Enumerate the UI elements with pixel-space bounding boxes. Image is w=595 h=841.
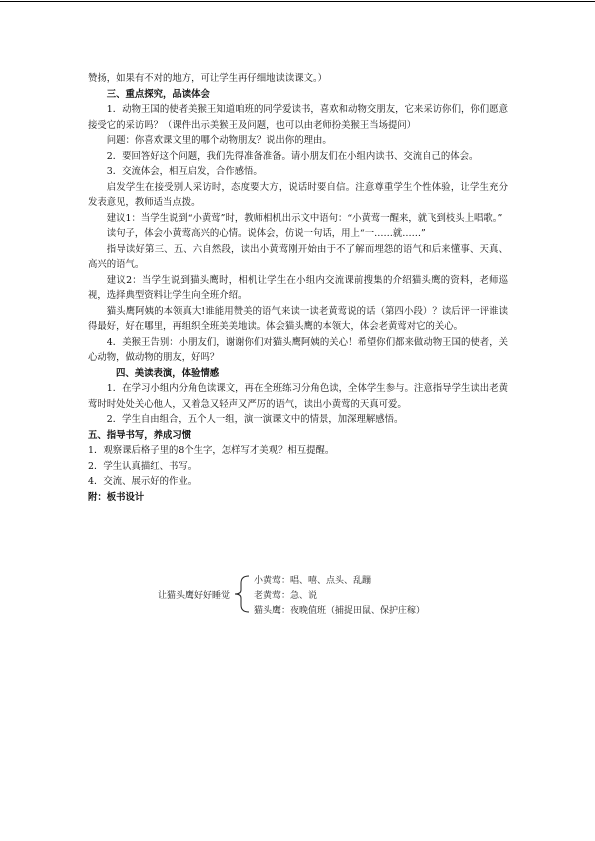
board-item-maotouying: 猫头鹰：夜晚值班（捕捉田鼠、保护庄稼） [254,606,426,616]
paragraph: 2．学生自由组合，五个人一组，演一演课文中的情景，加深理解感悟。 [106,414,404,425]
paragraph: 指导读好第三、五、六自然段，读出小黄莺刚开始由于不了解而埋怨的语气和后来懂事、天真、高兴的语气。 [88,243,508,270]
board-main-title: 让猫头鹰好好睡觉 [158,591,231,601]
paragraph: 4．美猴王告别：小朋友们，谢谢你们对猫头鹰阿姨的关心！希望你们都来做动物王国的使者，关心动物，做动物的朋友，好吗？ [88,336,508,363]
board-item-laohuangying: 老黄莺：急、说 [254,591,318,601]
paragraph-continued: 赞扬，如果有不对的地方，可让学生再仔细地读读课文。） [88,73,328,84]
section-heading-4: 四、美读表演，体验情感 [116,367,220,379]
brace-icon [233,575,251,613]
paragraph: 1．在学习小组内分角色读课文，再在全班练习分角色读，全体学生参与。注意指导学生读出老黄莺时时处处关心他人，又着急又轻声又严厉的语气，读出小黄莺的天真可爱。 [88,383,508,410]
paragraph: 问题：你喜欢课文里的哪个动物朋友？说出你的理由。 [106,135,332,146]
section-heading-5: 五、指导书写，养成习惯 [88,429,192,441]
paragraph: 建议2：当学生说到猫头鹰时，相机让学生在小组内交流课前搜集的介绍猫头鹰的资料，老师巡视，选择典型资料让学生向全班介绍。 [88,274,508,301]
paragraph: 启发学生在接受别人采访时，态度要大方，说话时要自信。注意尊重学生个性体验，让学生充分发表意见，教师适当点拨。 [88,181,508,208]
paragraph: 3．交流体会，相互启发，合作感悟。 [106,166,263,177]
paragraph: 建议1：当学生说到“小黄莺”时，教师相机出示文中语句：“小黄莺一醒来，就飞到枝头上唱歌。” [106,212,503,224]
blackboard-design [158,570,458,620]
page-top-rule [0,1,595,2]
paragraph: 2．要回答好这个问题，我们先得准备准备。请小朋友们在小组内读书、交流自己的体会。 [106,150,479,162]
paragraph: 2．学生认真描红、书写。 [88,460,198,472]
paragraph: 1．动物王国的使者美猴王知道咱班的同学爱读书，喜欢和动物交朋友，它来采访你们，你们愿意接受它的采访吗？（课件出示美猴王及问题，也可以由老师扮美猴王当场提问） [88,104,508,131]
paragraph: 读句子，体会小黄莺高兴的心情。说体会，仿说一句话，用上“一……就……” [106,228,426,239]
paragraph: 1．观察课后格子里的8个生字，怎样写才美观？相互提醒。 [88,445,335,456]
section-heading-3: 三、重点探究，品读体会 [106,88,210,100]
document-body [88,71,508,505]
paragraph: 猫头鹰阿姨的本领真大!谁能用赞美的语气来读一读老黄莺说的话（第四小段）？读后评一评谁读得最好，好在哪里，再组织全班美美地读。体会猫头鹰的本领大，体会老黄莺对它的关心。 [88,305,508,332]
board-item-xiaohuangying: 小黄莺：唱、嘻、点头、乱蹦 [254,576,372,586]
appendix-heading: 附：板书设计 [88,491,145,503]
paragraph: 4．交流、展示好的作业。 [88,476,198,487]
